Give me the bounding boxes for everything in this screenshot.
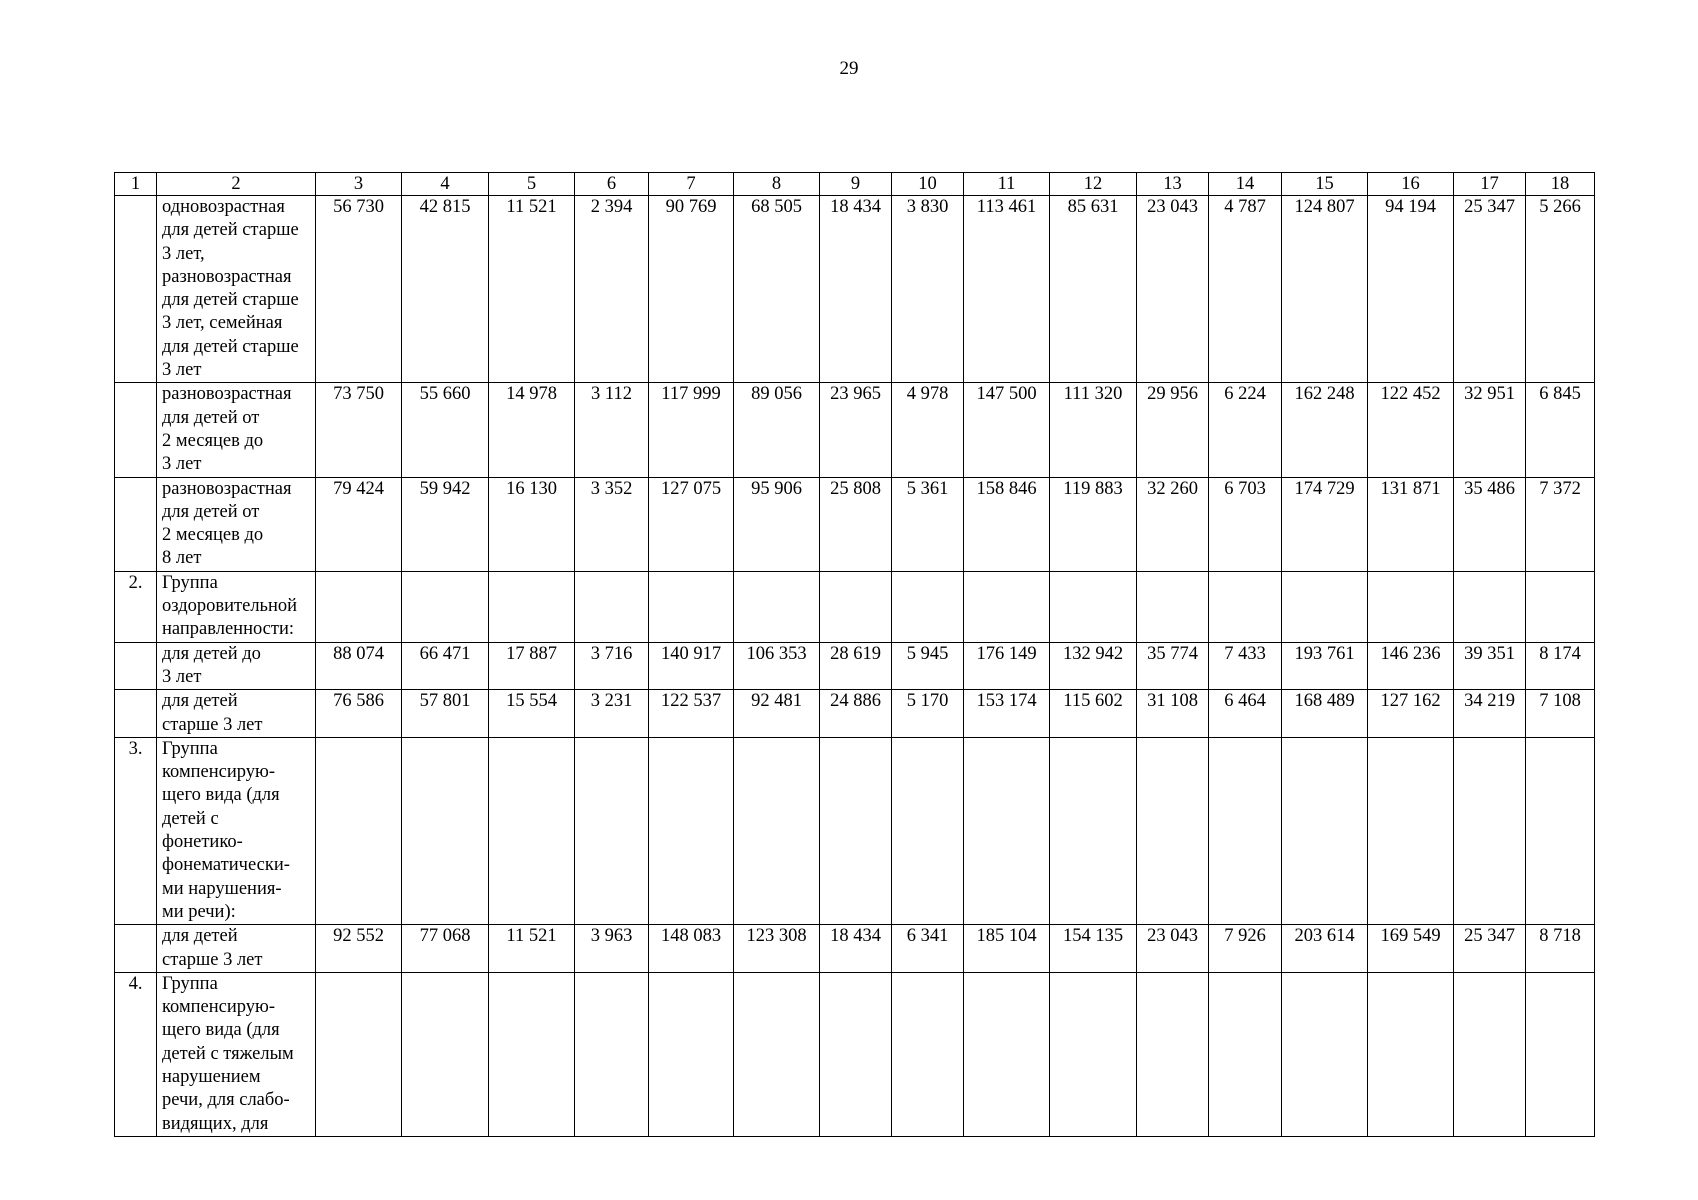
value-cell: 92 552 xyxy=(316,925,402,973)
value-cell: 6 341 xyxy=(892,925,964,973)
description-line: речи, для слабо- xyxy=(162,1090,290,1111)
value-cell: 7 926 xyxy=(1209,925,1282,973)
value-cell: 25 808 xyxy=(820,477,892,571)
value-cell xyxy=(1050,737,1137,924)
value-cell: 28 619 xyxy=(820,642,892,690)
value-cell: 147 500 xyxy=(964,383,1050,477)
value-cell: 66 471 xyxy=(402,642,489,690)
row-description xyxy=(157,972,316,1136)
column-number: 3 xyxy=(316,173,402,196)
value-cell xyxy=(1137,972,1209,1136)
value-cell: 76 586 xyxy=(316,690,402,738)
column-number: 15 xyxy=(1282,173,1368,196)
value-cell: 111 320 xyxy=(1050,383,1137,477)
column-number: 4 xyxy=(402,173,489,196)
value-cell xyxy=(1209,972,1282,1136)
description-line: ми нарушения- xyxy=(162,878,282,899)
description-line: разновозрастная xyxy=(162,478,292,499)
value-cell: 162 248 xyxy=(1282,383,1368,477)
value-cell: 5 361 xyxy=(892,477,964,571)
description-line: компенсирую- xyxy=(162,762,276,783)
value-cell xyxy=(820,972,892,1136)
value-cell xyxy=(1368,571,1454,642)
value-cell: 153 174 xyxy=(964,690,1050,738)
table-row xyxy=(115,477,1595,571)
description-line: компенсирую- xyxy=(162,997,276,1018)
value-cell: 15 554 xyxy=(489,690,575,738)
description-line: 3 лет xyxy=(162,360,202,381)
table-row xyxy=(115,690,1595,738)
value-cell: 89 056 xyxy=(734,383,820,477)
value-cell: 127 075 xyxy=(649,477,734,571)
column-number-row xyxy=(115,173,1595,196)
value-cell: 203 614 xyxy=(1282,925,1368,973)
column-number: 9 xyxy=(820,173,892,196)
value-cell: 176 149 xyxy=(964,642,1050,690)
value-cell: 11 521 xyxy=(489,196,575,383)
value-cell: 6 464 xyxy=(1209,690,1282,738)
value-cell: 85 631 xyxy=(1050,196,1137,383)
value-cell: 42 815 xyxy=(402,196,489,383)
value-cell xyxy=(820,571,892,642)
description-line: 3 лет xyxy=(162,454,202,475)
row-index xyxy=(115,383,157,477)
description-line: детей с xyxy=(162,808,219,829)
value-cell: 117 999 xyxy=(649,383,734,477)
row-index xyxy=(115,642,157,690)
value-cell xyxy=(892,737,964,924)
value-cell xyxy=(1368,972,1454,1136)
table-row xyxy=(115,642,1595,690)
description-line: ми речи): xyxy=(162,901,236,922)
value-cell: 92 481 xyxy=(734,690,820,738)
value-cell: 73 750 xyxy=(316,383,402,477)
value-cell: 3 830 xyxy=(892,196,964,383)
value-cell xyxy=(964,737,1050,924)
value-cell xyxy=(575,972,649,1136)
value-cell xyxy=(489,571,575,642)
value-cell: 146 236 xyxy=(1368,642,1454,690)
value-cell xyxy=(1526,737,1595,924)
value-cell: 35 774 xyxy=(1137,642,1209,690)
value-cell: 127 162 xyxy=(1368,690,1454,738)
column-number: 17 xyxy=(1454,173,1526,196)
value-cell: 154 135 xyxy=(1050,925,1137,973)
description-line: разновозрастная xyxy=(162,384,292,405)
row-index: 3. xyxy=(115,737,157,924)
value-cell xyxy=(1137,571,1209,642)
table-row xyxy=(115,196,1595,383)
value-cell: 18 434 xyxy=(820,196,892,383)
value-cell xyxy=(964,972,1050,1136)
value-cell: 55 660 xyxy=(402,383,489,477)
value-cell: 23 043 xyxy=(1137,196,1209,383)
row-description xyxy=(157,196,316,383)
value-cell: 193 761 xyxy=(1282,642,1368,690)
value-cell: 7 433 xyxy=(1209,642,1282,690)
value-cell: 158 846 xyxy=(964,477,1050,571)
description-line: детей с тяжелым xyxy=(162,1043,294,1064)
table-row xyxy=(115,737,1595,924)
value-cell: 94 194 xyxy=(1368,196,1454,383)
value-cell: 8 718 xyxy=(1526,925,1595,973)
value-cell: 23 043 xyxy=(1137,925,1209,973)
row-description xyxy=(157,642,316,690)
value-cell: 148 083 xyxy=(649,925,734,973)
value-cell: 2 394 xyxy=(575,196,649,383)
value-cell: 95 906 xyxy=(734,477,820,571)
value-cell xyxy=(575,737,649,924)
value-cell xyxy=(649,737,734,924)
value-cell: 3 231 xyxy=(575,690,649,738)
row-index: 2. xyxy=(115,571,157,642)
value-cell xyxy=(1454,737,1526,924)
column-number: 5 xyxy=(489,173,575,196)
description-line: видящих, для xyxy=(162,1113,269,1134)
description-line: 3 лет xyxy=(162,666,202,687)
value-cell: 8 174 xyxy=(1526,642,1595,690)
column-number: 12 xyxy=(1050,173,1137,196)
value-cell: 5 170 xyxy=(892,690,964,738)
value-cell xyxy=(1526,571,1595,642)
row-description xyxy=(157,571,316,642)
description-line: старше 3 лет xyxy=(162,714,263,735)
value-cell: 7 108 xyxy=(1526,690,1595,738)
column-number: 18 xyxy=(1526,173,1595,196)
value-cell: 29 956 xyxy=(1137,383,1209,477)
value-cell: 39 351 xyxy=(1454,642,1526,690)
value-cell: 35 486 xyxy=(1454,477,1526,571)
description-line: направленности: xyxy=(162,619,295,640)
column-number: 7 xyxy=(649,173,734,196)
value-cell xyxy=(1454,571,1526,642)
value-cell xyxy=(1282,571,1368,642)
funding-table xyxy=(114,172,1595,1137)
description-line: для детей от xyxy=(162,407,260,428)
row-description xyxy=(157,925,316,973)
table-row xyxy=(115,972,1595,1136)
description-line: фонетико- xyxy=(162,832,243,853)
value-cell: 5 945 xyxy=(892,642,964,690)
value-cell: 88 074 xyxy=(316,642,402,690)
description-line: 2 месяцев до xyxy=(162,525,264,546)
value-cell: 140 917 xyxy=(649,642,734,690)
value-cell: 168 489 xyxy=(1282,690,1368,738)
value-cell: 6 703 xyxy=(1209,477,1282,571)
value-cell xyxy=(1454,972,1526,1136)
description-line: Группа xyxy=(162,973,218,994)
value-cell: 77 068 xyxy=(402,925,489,973)
row-description xyxy=(157,383,316,477)
value-cell: 169 549 xyxy=(1368,925,1454,973)
value-cell: 3 352 xyxy=(575,477,649,571)
value-cell: 106 353 xyxy=(734,642,820,690)
column-number: 10 xyxy=(892,173,964,196)
value-cell xyxy=(316,571,402,642)
description-line: для детей старше xyxy=(162,220,299,241)
value-cell xyxy=(402,972,489,1136)
value-cell xyxy=(1526,972,1595,1136)
value-cell: 6 845 xyxy=(1526,383,1595,477)
value-cell: 3 963 xyxy=(575,925,649,973)
row-index xyxy=(115,925,157,973)
value-cell: 122 452 xyxy=(1368,383,1454,477)
value-cell: 185 104 xyxy=(964,925,1050,973)
description-line: щего вида (для xyxy=(162,1020,280,1041)
value-cell xyxy=(316,972,402,1136)
value-cell: 31 108 xyxy=(1137,690,1209,738)
value-cell xyxy=(1050,571,1137,642)
value-cell xyxy=(402,571,489,642)
description-line: для детей от xyxy=(162,501,260,522)
value-cell xyxy=(964,571,1050,642)
column-number: 13 xyxy=(1137,173,1209,196)
description-line: старше 3 лет xyxy=(162,949,263,970)
description-line: Группа xyxy=(162,572,218,593)
value-cell: 5 266 xyxy=(1526,196,1595,383)
description-line: нарушением xyxy=(162,1066,261,1087)
description-line: для детей xyxy=(162,926,238,947)
value-cell: 18 434 xyxy=(820,925,892,973)
value-cell: 23 965 xyxy=(820,383,892,477)
value-cell: 122 537 xyxy=(649,690,734,738)
description-line: оздоровительной xyxy=(162,596,298,617)
description-line: 3 лет, xyxy=(162,243,205,264)
row-index xyxy=(115,196,157,383)
row-description xyxy=(157,477,316,571)
value-cell: 17 887 xyxy=(489,642,575,690)
value-cell: 6 224 xyxy=(1209,383,1282,477)
value-cell: 25 347 xyxy=(1454,196,1526,383)
value-cell: 132 942 xyxy=(1050,642,1137,690)
table-row xyxy=(115,383,1595,477)
value-cell: 59 942 xyxy=(402,477,489,571)
value-cell xyxy=(1282,972,1368,1136)
value-cell: 3 112 xyxy=(575,383,649,477)
value-cell: 79 424 xyxy=(316,477,402,571)
value-cell xyxy=(1368,737,1454,924)
value-cell xyxy=(489,737,575,924)
value-cell xyxy=(1209,571,1282,642)
value-cell xyxy=(489,972,575,1136)
value-cell: 4 787 xyxy=(1209,196,1282,383)
value-cell xyxy=(1209,737,1282,924)
table-row xyxy=(115,571,1595,642)
value-cell xyxy=(1050,972,1137,1136)
value-cell xyxy=(892,972,964,1136)
value-cell: 123 308 xyxy=(734,925,820,973)
row-index xyxy=(115,690,157,738)
value-cell xyxy=(649,571,734,642)
description-line: 2 месяцев до xyxy=(162,430,264,451)
value-cell: 25 347 xyxy=(1454,925,1526,973)
value-cell: 57 801 xyxy=(402,690,489,738)
description-line: разновозрастная xyxy=(162,266,292,287)
value-cell xyxy=(1137,737,1209,924)
column-number: 8 xyxy=(734,173,820,196)
description-line: щего вида (для xyxy=(162,785,280,806)
row-description xyxy=(157,737,316,924)
value-cell: 68 505 xyxy=(734,196,820,383)
description-line: одновозрастная xyxy=(162,197,285,217)
row-index: 4. xyxy=(115,972,157,1136)
description-line: для детей старше xyxy=(162,336,299,357)
value-cell: 174 729 xyxy=(1282,477,1368,571)
value-cell: 32 260 xyxy=(1137,477,1209,571)
description-line: Группа xyxy=(162,738,218,759)
value-cell: 3 716 xyxy=(575,642,649,690)
column-number: 1 xyxy=(115,173,157,196)
column-number: 2 xyxy=(157,173,316,196)
value-cell xyxy=(820,737,892,924)
description-line: для детей старше xyxy=(162,290,299,311)
description-line: фонематически- xyxy=(162,855,290,876)
value-cell: 113 461 xyxy=(964,196,1050,383)
column-number: 14 xyxy=(1209,173,1282,196)
column-number: 6 xyxy=(575,173,649,196)
value-cell xyxy=(1282,737,1368,924)
value-cell: 11 521 xyxy=(489,925,575,973)
page-number: 29 xyxy=(839,58,859,79)
description-line: 3 лет, семейная xyxy=(162,313,283,334)
description-line: для детей xyxy=(162,691,238,712)
value-cell xyxy=(734,571,820,642)
value-cell xyxy=(316,737,402,924)
column-number: 11 xyxy=(964,173,1050,196)
value-cell: 14 978 xyxy=(489,383,575,477)
value-cell xyxy=(734,737,820,924)
value-cell: 16 130 xyxy=(489,477,575,571)
value-cell: 56 730 xyxy=(316,196,402,383)
value-cell xyxy=(734,972,820,1136)
value-cell: 34 219 xyxy=(1454,690,1526,738)
value-cell: 131 871 xyxy=(1368,477,1454,571)
value-cell: 90 769 xyxy=(649,196,734,383)
table-row xyxy=(115,925,1595,973)
value-cell: 7 372 xyxy=(1526,477,1595,571)
value-cell: 24 886 xyxy=(820,690,892,738)
value-cell: 4 978 xyxy=(892,383,964,477)
value-cell: 119 883 xyxy=(1050,477,1137,571)
row-index xyxy=(115,477,157,571)
value-cell: 115 602 xyxy=(1050,690,1137,738)
row-description xyxy=(157,690,316,738)
value-cell xyxy=(649,972,734,1136)
value-cell xyxy=(575,571,649,642)
value-cell: 124 807 xyxy=(1282,196,1368,383)
value-cell: 32 951 xyxy=(1454,383,1526,477)
value-cell xyxy=(402,737,489,924)
description-line: 8 лет xyxy=(162,548,202,569)
column-number: 16 xyxy=(1368,173,1454,196)
value-cell xyxy=(892,571,964,642)
description-line: для детей до xyxy=(162,643,261,664)
